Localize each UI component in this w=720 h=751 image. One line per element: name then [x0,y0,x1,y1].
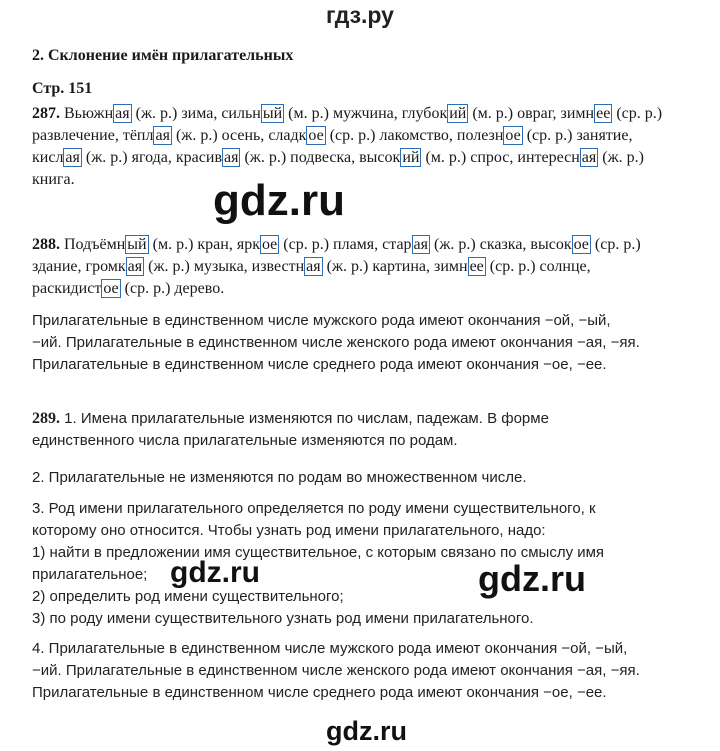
answer-line: 1. Имена прилагательные изменяются по числам, падежам. В форме [60,410,549,427]
adjective-stem: сильн [221,105,261,122]
ending-box: ая [306,258,321,275]
ending-box: ий [402,149,420,166]
gender-note: (ж. р.) ягода, [81,149,176,166]
gender-note: (ср. р.) солнце, [485,258,591,275]
adjective-stem: громк [85,258,126,275]
gender-note: (ж. р.) сказка, [430,236,531,253]
exercise-number: 288. [32,236,60,253]
ending-box: ая [65,149,80,166]
watermark: gdz.ru [326,716,407,746]
gender-note: (м. р.) спрос, [421,149,518,166]
gender-note: (ср. р.) занятие, [522,127,633,144]
ending-box: ая [581,149,597,166]
gender-note: (ср. р.) дерево. [120,280,225,297]
answer-line: единственного числа прилагательные изменяются по родам. [32,432,458,449]
answer-line: которому оно относится. Чтобы узнать род имени прилагательного, надо: [32,522,546,539]
exercise-number: 287. [32,105,60,122]
answer-line: 2. Прилагательные не изменяются по родам во множественном числе. [32,469,527,486]
ending-box: ее [469,258,484,275]
watermark: gdz.ru [478,558,586,599]
gender-note: (ж. р.) музыка, [144,258,252,275]
rule-line: Прилагательные в единственном числе среднего рода имеют окончания −ое, −ее. [32,356,607,373]
gender-note: (ж. р.) подвеска, [240,149,360,166]
gender-note: (ж. р.) осень, [171,127,269,144]
ending-box: ая [127,258,143,275]
gender-note: (ср. р.) развлечение, [32,105,663,144]
answer-line: 1) найти в предложении имя существительное, с которым связано по смыслу имя [32,544,605,561]
exercise-289 [32,408,692,452]
adjective-stem: высок [359,149,401,166]
ending-box: ий [449,105,467,122]
answer-line: прилагательное; [32,566,148,583]
adjective-stem: сладк [268,127,307,144]
ending-box: ая [115,105,130,122]
adjective-stem: зимн [560,105,595,122]
gender-note: (ж. р.) картина, [322,258,434,275]
adjective-stem: интересн [517,149,580,166]
adjective-stem: красив [175,149,222,166]
watermark: gdz.ru [213,176,345,225]
ending-box: ый [262,105,283,122]
answer-line: Прилагательные в единственном числе среднего рода имеют окончания −ое, −ее. [32,684,607,701]
adjective-stem: тёпл [122,127,154,144]
rule-summary [32,310,692,376]
answer-4 [32,638,692,704]
adjective-stem: раскидист [32,280,102,297]
adjective-stem: полезн [456,127,504,144]
answer-3 [32,498,692,630]
ending-box: ое [261,236,278,253]
page-reference: Стр. 151 [32,80,93,97]
ending-box: ый [127,236,147,253]
adjective-stem: кисл [32,149,64,166]
answer-line: −ий. Прилагательные в единственном числе женского рода имеют окончания −ая, −яя. [32,662,640,679]
adjective-stem: известн [251,258,305,275]
adjective-stem: высок [530,236,572,253]
answer-line: 3) по роду имени существительного узнать род имени прилагательного. [32,610,534,627]
ending-box: ое [103,280,119,297]
ending-box: ая [224,149,239,166]
rule-line: −ий. Прилагательные в единственном числе женского рода имеют окончания −ая, −яя. [32,334,640,351]
gender-note: (ср. р.) здание, [32,236,641,275]
gender-note: (м. р.) мужчина, [284,105,402,122]
gender-note: (м. р.) овраг, [468,105,561,122]
exercise-number: 289. [32,410,60,427]
rule-line: Прилагательные в единственном числе мужского рода имеют окончания −ой, −ый, [32,312,611,329]
exercise-287 [32,103,682,191]
ending-box: ое [573,236,589,253]
section-title: 2. Склонение имён прилагательных [32,47,294,64]
adjective-stem: зимн [434,258,468,275]
ending-box: ая [155,127,170,144]
adjective-stem: глубок [401,105,448,122]
site-header-title: гдз.ру [326,2,394,28]
ending-box: ое [505,127,521,144]
gender-note: (ж. р.) зима, [131,105,222,122]
gender-note: (ср. р.) пламя, [279,236,383,253]
gender-note: (м. р.) кран, [148,236,237,253]
exercise-288 [32,234,682,300]
watermark: gdz.ru [170,556,260,589]
ending-box: ая [413,236,429,253]
adjective-stem: Подъёмн [64,236,126,253]
answer-line: 2) определить род имени существительного; [32,588,344,605]
gender-note: (ж. р.) книга. [32,149,644,188]
exercise-287-text [32,104,662,188]
ending-box: ее [596,105,611,122]
ending-box: ое [308,127,324,144]
adjective-stem: Вьюжн [64,105,114,122]
exercise-288-text [32,235,641,298]
adjective-stem: стар [382,236,412,253]
answer-2 [32,467,692,489]
gender-note: (ср. р.) лакомство, [325,127,457,144]
adjective-stem: ярк [236,236,260,253]
answer-line: 3. Род имени прилагательного определяется по роду имени существительного, к [32,500,596,517]
answer-line: 4. Прилагательные в единственном числе мужского рода имеют окончания −ой, −ый, [32,640,628,657]
